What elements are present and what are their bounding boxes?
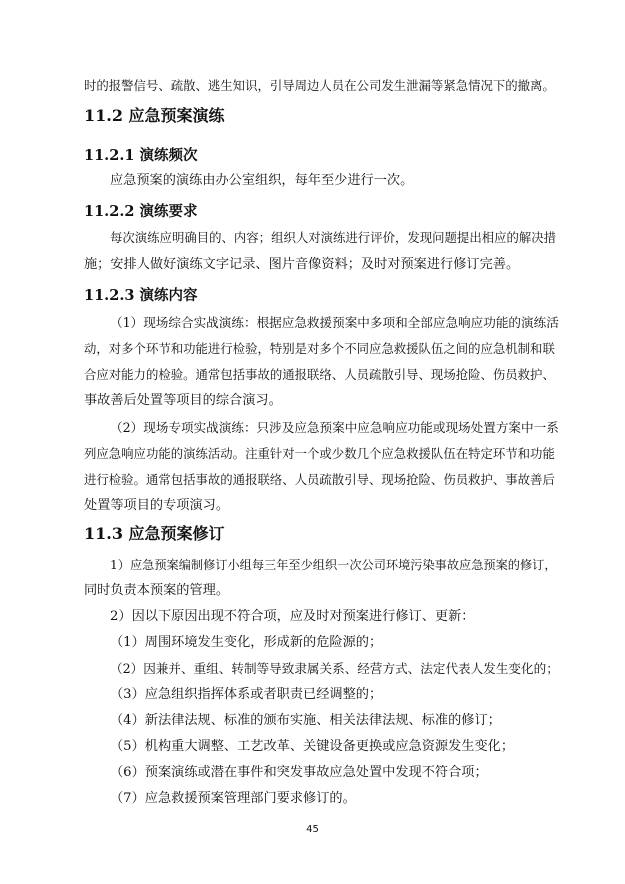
section-11-2-2-heading: 11.2.2 演练要求 [84, 203, 198, 220]
paragraph-line: 合应对能力的检验。通常包括事故的通报联络、人员疏散引导、现场抢险、伤员救护、 [84, 367, 555, 382]
paragraph-line: 施；安排人做好演练文字记录、图片音像资料；及时对预案进行修订完善。 [84, 257, 520, 272]
list-item: （4）新法律法规、标准的颁布实施、相关法律法规、标准的修订； [110, 713, 501, 728]
section-11-2-heading: 11.2 应急预案演练 [84, 106, 225, 125]
page-number: 45 [306, 824, 319, 835]
list-item: （1）周围环境发生变化，形成新的危险源的； [110, 635, 383, 650]
section-11-2-1-heading: 11.2.1 演练频次 [84, 147, 198, 164]
list-item: （7）应急救援预案管理部门要求修订的。 [110, 791, 356, 806]
list-item: （6）预案演练或潜在事件和突发事故应急处置中发现不符合项； [110, 765, 488, 780]
list-item: （3）应急组织指挥体系或者职责已经调整的； [110, 687, 383, 702]
paragraph-line: 2）因以下原因出现不符合项，应及时对预案进行修订、更新： [110, 609, 475, 624]
paragraph-line: 同时负责本预案的管理。 [84, 583, 230, 598]
paragraph-line: 1）应急预案编制修订小组每三年至少组织一次公司环境污染事故应急预案的修订， [110, 558, 557, 572]
list-item: （2）因兼并、重组、转制等导致隶属关系、经营方式、法定代表人发生变化的； [110, 661, 559, 676]
section-11-3-heading: 11.3 应急预案修订 [84, 524, 225, 543]
paragraph-line: 列应急响应功能的演练活动。注重针对一个或少数几个应急救援队伍在特定环节和功能 [84, 446, 555, 461]
paragraph-line: 每次演练应明确目的、内容；组织人对演练进行评价，发现问题提出相应的解决措 [110, 230, 557, 245]
paragraph-line: 处置等项目的专项演习。 [84, 498, 230, 513]
list-item: （5）机构重大调整、工艺改革、关键设备更换或应急资源发生变化； [110, 739, 515, 754]
paragraph-line: 事故善后处置等项目的综合演习。 [84, 393, 282, 408]
paragraph-line: 进行检验。通常包括事故的通报联络、人员疏散引导、现场抢险、伤员救护、事故善后 [84, 472, 555, 487]
paragraph-line: 动，对多个环节和功能进行检验，特别是对多个不同应急救援队伍之间的应急机制和联 [84, 341, 555, 356]
paragraph-line: （2）现场专项实战演练：只涉及应急预案中应急响应功能或现场处置方案中一系 [110, 420, 559, 435]
paragraph-line: 应急预案的演练由办公室组织，每年至少进行一次。 [110, 173, 414, 188]
section-11-2-3-heading: 11.2.3 演练内容 [84, 287, 198, 304]
intro-line: 时的报警信号、疏散、逃生知识，引导周边人员在公司发生泄漏等紧急情况下的撤离。 [84, 78, 555, 93]
paragraph-line: （1）现场综合实战演练：根据应急救援预案中多项和全部应急响应功能的演练活 [110, 315, 559, 330]
